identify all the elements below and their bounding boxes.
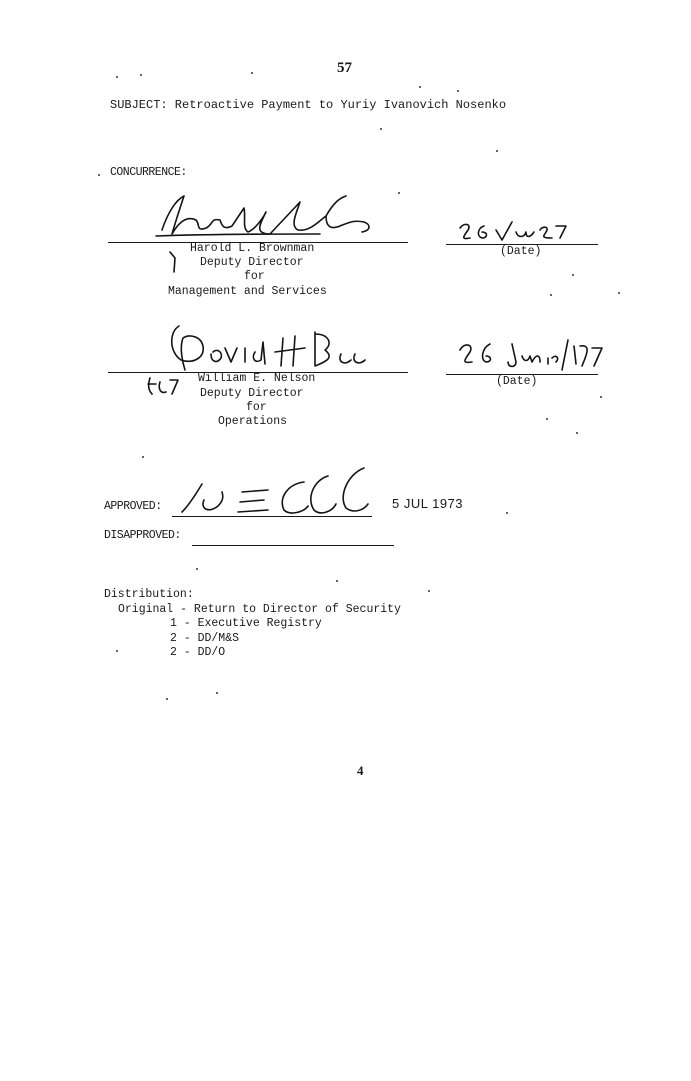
signature-brownman	[150, 190, 390, 246]
speck	[216, 692, 218, 694]
handwritten-date-2	[456, 336, 606, 374]
concurrence2-title-2: for	[246, 401, 267, 414]
speck	[419, 86, 421, 88]
concurrence1-name: Harold L. Brownman	[190, 242, 315, 255]
distribution-label: Distribution:	[104, 588, 194, 601]
speck	[380, 128, 382, 130]
speck	[600, 396, 602, 398]
approved-date-stamp: 5 JUL 1973	[392, 496, 464, 511]
distribution-item: Original - Return to Director of Security	[118, 603, 401, 616]
concurrence-label: CONCURRENCE:	[110, 166, 187, 179]
subject-line: SUBJECT: Retroactive Payment to Yuriy Ivanovich Nosenko	[110, 98, 507, 112]
page-number-top: 57	[337, 60, 352, 76]
speck	[506, 512, 508, 514]
distribution-item: 2 - DD/M&S	[170, 632, 240, 645]
approved-line	[172, 516, 372, 517]
speck	[457, 90, 459, 92]
speck	[428, 590, 430, 592]
speck	[251, 72, 253, 74]
concurrence1-title-2: for	[244, 270, 265, 283]
date-label-1: (Date)	[500, 245, 542, 258]
approved-label: APPROVED:	[104, 500, 162, 513]
distribution-item: 2 - DD/O	[170, 646, 226, 659]
page-number-bottom: 4	[357, 763, 364, 778]
speck	[576, 432, 578, 434]
speck	[618, 292, 620, 294]
disapproved-label: DISAPPROVED:	[104, 529, 181, 542]
speck	[496, 150, 498, 152]
speck	[572, 274, 574, 276]
speck	[196, 568, 198, 570]
speck	[116, 650, 118, 652]
concurrence1-title-1: Deputy Director	[200, 256, 304, 269]
handwritten-date-1	[456, 220, 576, 244]
speck	[116, 76, 118, 78]
date-label-2: (Date)	[496, 375, 538, 388]
speck	[398, 192, 400, 194]
speck	[166, 698, 168, 700]
initials-mark	[146, 372, 186, 398]
signature-approver	[178, 462, 378, 522]
concurrence2-title-1: Deputy Director	[200, 387, 304, 400]
speck	[98, 174, 100, 176]
concurrence1-title-3: Management and Services	[168, 285, 327, 298]
speck	[546, 418, 548, 420]
checkmark-mark	[168, 246, 182, 274]
signature-nelson	[165, 318, 385, 374]
speck	[336, 580, 338, 582]
concurrence2-title-3: Operations	[218, 415, 288, 428]
concurrence2-name: William E. Nelson	[198, 372, 316, 385]
distribution-item: 1 - Executive Registry	[170, 617, 322, 630]
speck	[550, 294, 552, 296]
disapproved-line	[192, 545, 394, 546]
speck	[140, 74, 142, 76]
speck	[142, 456, 144, 458]
